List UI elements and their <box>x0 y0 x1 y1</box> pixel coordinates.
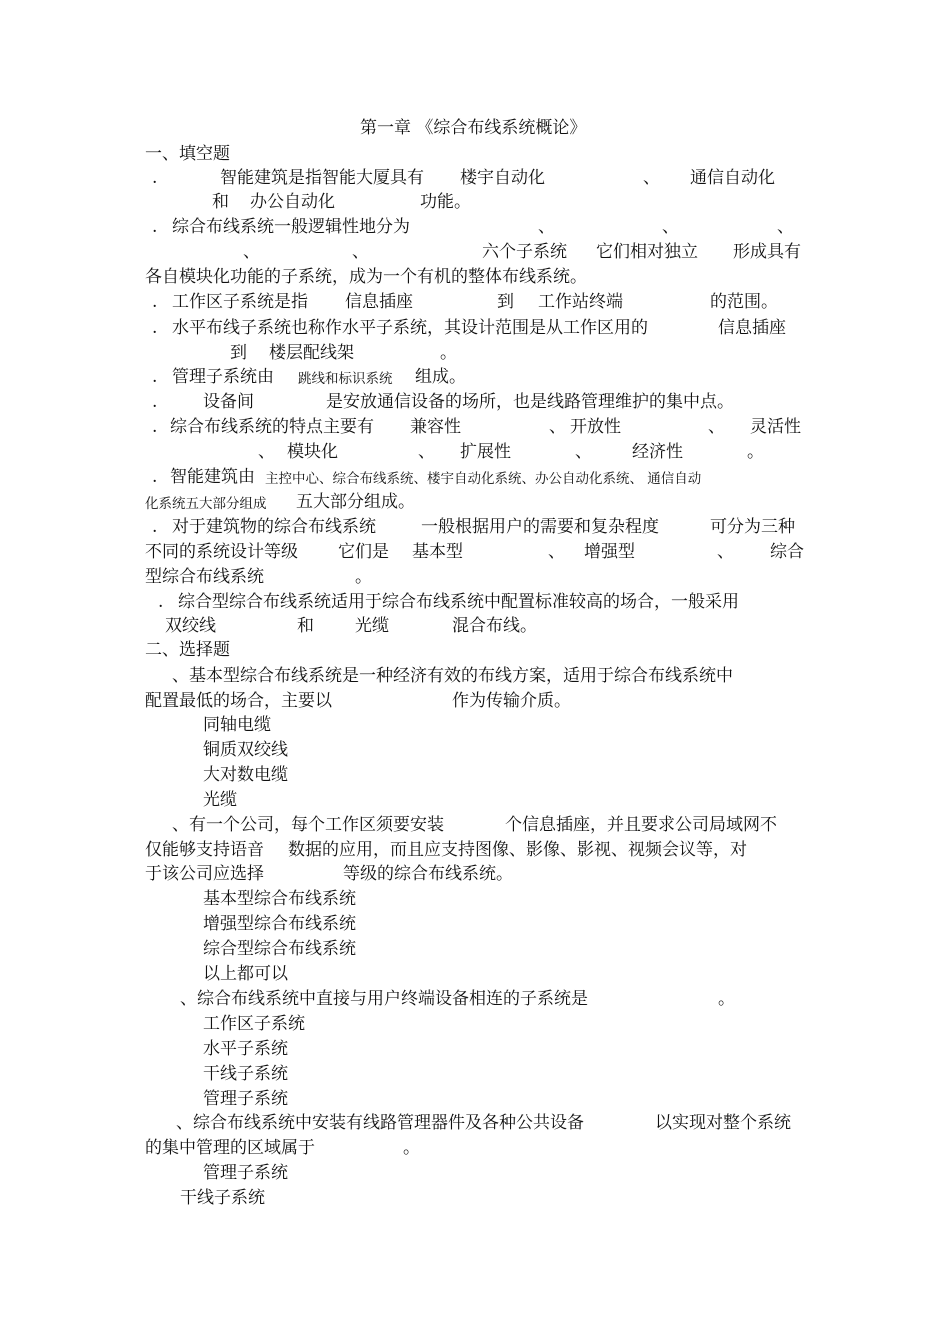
c2-text-1: 、有一个公司，每个工作区须要安装 <box>172 815 444 835</box>
c4-option: 干线子系统 <box>180 1188 265 1208</box>
c1-text-2: 配置最低的场合，主要以 <box>145 691 332 711</box>
q4-to: 到 <box>230 343 247 363</box>
c4-option: 管理子系统 <box>203 1163 288 1183</box>
q10-answer-1: 双绞线 <box>165 616 216 636</box>
q7-separator: 、 <box>708 417 725 437</box>
q9-answer-1: 基本型 <box>412 542 463 562</box>
q3-answer-1: 信息插座 <box>345 292 413 312</box>
q2-text-4: 形成具有 <box>733 242 801 262</box>
c1-option: 同轴电缆 <box>203 715 271 735</box>
q7-separator: 、 <box>418 442 435 462</box>
c1-text-3: 作为传输介质。 <box>452 691 571 711</box>
q7-separator: 、 <box>549 417 566 437</box>
c4-text-4: 。 <box>403 1138 420 1158</box>
q7-answer-4: 模块化 <box>287 442 338 462</box>
q4-number-dot: . <box>152 318 158 338</box>
c1-option: 大对数电缆 <box>203 765 288 785</box>
c3-option: 水平子系统 <box>203 1039 288 1059</box>
q10-suffix: 混合布线。 <box>452 616 537 636</box>
q5-answer: 跳线和标识系统 <box>298 371 393 387</box>
chapter-title: 第一章 《综合布线系统概论》 <box>360 118 587 138</box>
q2-separator: 、 <box>777 217 794 237</box>
q7-answer-2: 开放性 <box>570 417 621 437</box>
q3-answer-2: 工作站终端 <box>538 292 623 312</box>
q7-suffix: 。 <box>747 442 764 462</box>
q7-answer-3: 灵活性 <box>750 417 801 437</box>
c2-text-5: 于该公司应选择 <box>145 864 264 884</box>
q10-text: 综合型综合布线系统适用于综合布线系统中配置标准较高的场合，一般采用 <box>178 592 739 612</box>
q1-and: 和 <box>212 192 229 212</box>
q9-separator: 、 <box>717 542 734 562</box>
q2-separator: 、 <box>243 242 260 262</box>
q2-text-3: 它们相对独立 <box>596 242 698 262</box>
c3-option: 管理子系统 <box>203 1089 288 1109</box>
q9-answer-3a: 综合 <box>770 542 804 562</box>
q1-number-dot: . <box>152 168 158 188</box>
q7-number-dot: . <box>152 417 158 437</box>
q4-answer-1: 信息插座 <box>718 318 786 338</box>
q9-text-3: 可分为三种 <box>710 517 795 537</box>
c4-text-3: 的集中管理的区域属于 <box>145 1138 315 1158</box>
q6-number-dot: . <box>152 392 158 412</box>
c3-text-2: 。 <box>718 989 735 1009</box>
q9-suffix: 。 <box>355 567 372 587</box>
c2-option: 以上都可以 <box>203 964 288 984</box>
q2-text-2: 六个子系统 <box>482 242 567 262</box>
q7-answer-5: 扩展性 <box>460 442 511 462</box>
q2-number-dot: . <box>152 217 158 237</box>
q9-separator: 、 <box>548 542 565 562</box>
q6-text: 是安放通信设备的场所，也是线路管理维护的集中点。 <box>326 392 734 412</box>
q5-suffix: 组成。 <box>415 367 466 387</box>
q1-separator: 、 <box>643 168 660 188</box>
c2-option: 综合型综合布线系统 <box>203 939 356 959</box>
c1-option: 铜质双绞线 <box>203 740 288 760</box>
q9-text-2: 一般根据用户的需要和复杂程度 <box>421 517 659 537</box>
c2-text-4: 数据的应用，而且应支持图像、影像、影视、视频会议等，对 <box>288 840 747 860</box>
q9-text-1: 对于建筑物的综合布线系统 <box>172 517 376 537</box>
q9-answer-2: 增强型 <box>584 542 635 562</box>
c3-text-1: 、综合布线系统中直接与用户终端设备相连的子系统是 <box>180 989 588 1009</box>
q1-suffix: 功能。 <box>420 192 471 212</box>
q10-number-dot: . <box>158 592 164 612</box>
c1-text-1: 、基本型综合布线系统是一种经济有效的布线方案，适用于综合布线系统中 <box>172 666 733 686</box>
q7-separator: 、 <box>575 442 592 462</box>
q1-answer-2: 通信自动化 <box>690 168 775 188</box>
q4-answer-2: 楼层配线架 <box>269 343 354 363</box>
c2-text-2: 个信息插座，并且要求公司局域网不 <box>505 815 777 835</box>
q8-answer-line-2: 化系统五大部分组成 <box>145 496 267 512</box>
c3-option: 工作区子系统 <box>203 1014 305 1034</box>
q4-text: 水平布线子系统也称作水平子系统，其设计范围是从工作区用的 <box>172 318 648 338</box>
c2-option: 增强型综合布线系统 <box>203 914 356 934</box>
q7-answer-6: 经济性 <box>632 442 683 462</box>
section-heading-fill-blank: 一、填空题 <box>145 144 230 164</box>
q7-text: 综合布线系统的特点主要有 <box>170 417 374 437</box>
q1-answer-1: 楼宇自动化 <box>460 168 545 188</box>
c4-text-2: 以实现对整个系统 <box>655 1113 791 1133</box>
q4-suffix: 。 <box>440 343 457 363</box>
section-heading-multiple-choice: 二、选择题 <box>145 640 230 660</box>
q2-text-5: 各自模块化功能的子系统，成为一个有机的整体布线系统。 <box>145 267 587 287</box>
q8-suffix: 五大部分组成。 <box>296 492 415 512</box>
q9-text-4: 不同的系统设计等级 <box>145 542 298 562</box>
q6-answer: 设备间 <box>203 392 254 412</box>
q1-text: 智能建筑是指智能大厦具有 <box>220 168 424 188</box>
q2-separator: 、 <box>538 217 555 237</box>
q8-number-dot: . <box>152 467 158 487</box>
c2-text-6: 等级的综合布线系统。 <box>343 864 513 884</box>
c4-text-1: 、综合布线系统中安装有线路管理器件及各种公共设备 <box>176 1113 584 1133</box>
q5-number-dot: . <box>152 367 158 387</box>
q2-separator: 、 <box>352 242 369 262</box>
q9-text-5: 它们是 <box>338 542 389 562</box>
c1-option: 光缆 <box>203 790 237 810</box>
c3-option: 干线子系统 <box>203 1064 288 1084</box>
q10-answer-2: 光缆 <box>355 616 389 636</box>
q3-to: 到 <box>497 292 514 312</box>
q3-suffix: 的范围。 <box>710 292 778 312</box>
q8-text: 智能建筑由 <box>170 467 255 487</box>
q9-number-dot: . <box>152 517 158 537</box>
q5-text: 管理子系统由 <box>172 367 274 387</box>
q2-text: 综合布线系统一般逻辑性地分为 <box>172 217 410 237</box>
c2-option: 基本型综合布线系统 <box>203 889 356 909</box>
q10-and: 和 <box>297 616 314 636</box>
q2-separator: 、 <box>662 217 679 237</box>
q1-answer-3: 办公自动化 <box>250 192 335 212</box>
q9-answer-3b: 型综合布线系统 <box>145 567 264 587</box>
q8-answer-line-1: 主控中心、综合布线系统、楼宇自动化系统、办公自动化系统、 通信自动 <box>265 471 702 487</box>
c2-text-3: 仅能够支持语音 <box>145 840 264 860</box>
q7-separator: 、 <box>258 442 275 462</box>
q7-answer-1: 兼容性 <box>410 417 461 437</box>
q3-text: 工作区子系统是指 <box>172 292 308 312</box>
q3-number-dot: . <box>152 292 158 312</box>
